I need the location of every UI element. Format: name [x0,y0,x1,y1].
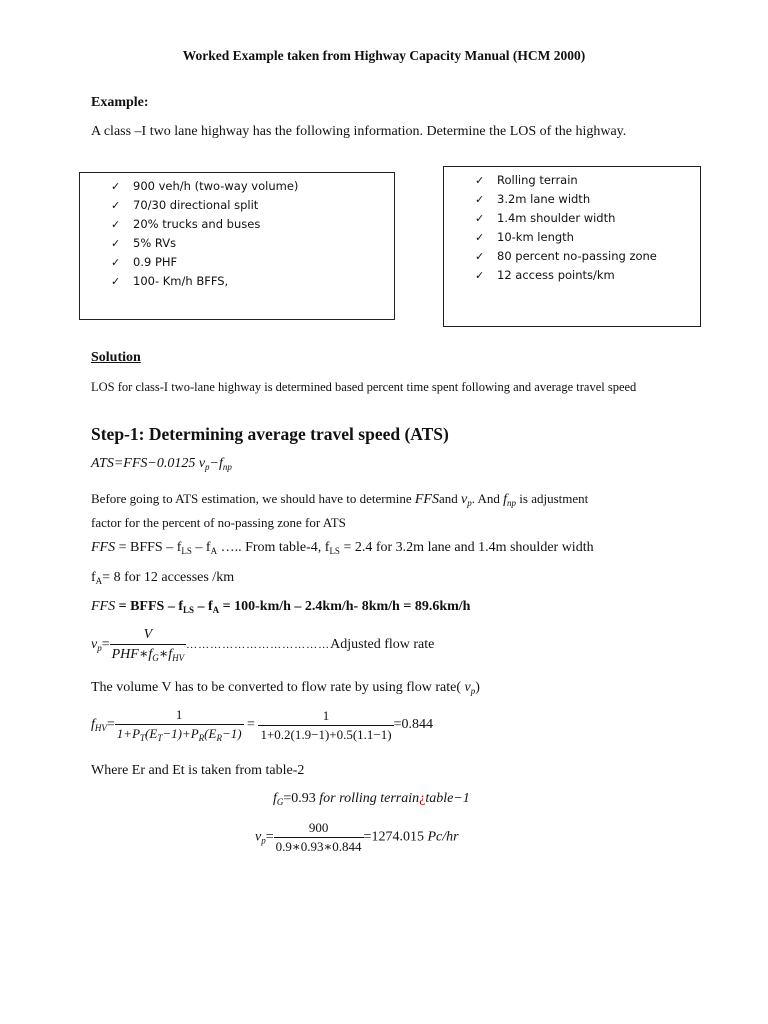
vp-label: Adjusted flow rate [330,637,435,652]
fhv-den2: 1+0.2(1.9−1)+0.5(1.1−1) [260,726,392,742]
fg-a: =0.93 [283,791,320,806]
fhv-fraction-2 [258,708,393,743]
fa-sub: A [95,576,103,586]
ffs-line-A: A [210,546,218,556]
fhv-eq: = [106,717,115,732]
checkmark-icon: ✓ [111,275,121,288]
fg-red-glyph: ¿ [419,791,426,806]
fhv-den1-c: −1)+P [162,726,199,741]
ffs-line-ffs: FFS [91,540,116,555]
vp-sub: p [97,643,102,654]
fhv-den1 [115,725,244,743]
vpc-num: 900 [274,820,364,838]
vpc-eq: = [265,829,274,845]
ffs-line-c: ….. From table-4, f [217,540,330,555]
checkmark-icon: ✓ [475,269,485,282]
volume-a: The volume V has to be converted to flow rate by using flow rate( [91,680,465,695]
ffs-calc-a: = BFFS – f [115,599,183,614]
ffs-definition [91,540,594,556]
given-item [475,266,700,285]
given-item-label: 12 access points/km [497,268,615,282]
vp-den-b: ∗f [158,647,173,662]
ffs-calc-A: A [212,605,220,615]
solution-text: LOS for class-I two-lane highway is determined based percent time spent following and average travel speed [91,380,637,394]
para1-f: f [503,492,508,507]
fhv-den1-e: −1) [221,726,242,741]
checkmark-icon: ✓ [111,218,121,231]
vp-fraction [110,627,187,663]
checkmark-icon: ✓ [475,212,485,225]
fhv-f: f [91,717,95,732]
fa-f: f [91,570,96,585]
fg-equation [273,791,470,807]
given-item [111,272,394,291]
ffs-calc-ffs: FFS [91,599,116,614]
fhv-den1-R2: R [216,733,222,743]
ats-equation [91,456,232,472]
fhv-fraction-1 [115,707,244,743]
checkmark-icon: ✓ [475,174,485,187]
fhv-num1: 1 [115,707,244,725]
given-info-box-right [443,166,701,327]
ffs-calc-c: = 100-km/h – 2.4km/h- 8km/h = 89.6km/h [219,599,471,614]
vp-eq: = [101,637,110,653]
fhv-sub: HV [94,723,107,734]
ffs-calc-ls: LS [182,605,194,615]
volume-sub: p [470,686,476,696]
ats-v-sub: p [205,462,210,472]
fhv-den1-d: (E [204,726,217,741]
ats-intro-paragraph [91,489,691,534]
given-item [111,177,394,196]
fg-sub: G [276,797,284,807]
ats-v: v [198,456,206,471]
checkmark-icon: ✓ [111,199,121,212]
given-item [111,196,394,215]
given-item [475,247,700,266]
ats-f-sub: np [222,462,232,472]
given-item [111,215,394,234]
fhv-num2: 1 [258,708,393,726]
checkmark-icon: ✓ [111,256,121,269]
ffs-line-b: – f [191,540,211,555]
fg-f: f [273,791,277,806]
ats-lhs: ATS [91,456,114,471]
checkmark-icon: ✓ [475,250,485,263]
solution-label: Solution [91,350,141,365]
volume-text [91,680,480,696]
fg-c: table−1 [425,791,470,806]
fhv-den1-T2: T [157,733,163,743]
fa-line [91,570,234,586]
vp-den-HV: HV [172,653,185,663]
vp-dots: ……………………………… [186,639,331,651]
para1-d: is adjustment [516,491,589,506]
fhv-den1-T: T [140,733,146,743]
example-label: Example: [91,95,149,110]
intro-text: A class –I two lane highway has the following information. Determine the LOS of the highway. [91,124,627,139]
given-item-label: 3.2m lane width [497,192,591,206]
checkmark-icon: ✓ [475,231,485,244]
given-item-label: 900 veh/h (two-way volume) [133,179,299,193]
para1-c: . And [471,491,504,506]
vp-numerator: V [110,627,187,645]
given-item [111,234,394,253]
vp-v: v [91,637,98,653]
given-item [475,171,700,190]
ats-minus-f: −f [209,456,223,471]
para1-a: Before going to ATS estimation, we should have to determine [91,491,415,506]
vp-calculation [255,820,459,855]
fhv-den1-a: 1+P [116,726,141,741]
ats-rhs: =FFS−0.0125 [113,456,196,471]
vp-den-G: G [152,653,159,663]
fhv-eq2: = [247,717,255,732]
given-info-box-left [79,172,395,320]
vp-denominator [110,645,187,663]
fhv-result: =0.844 [393,717,434,732]
fg-b: for rolling terrain [319,791,420,806]
para1-f-sub: np [507,498,517,508]
para1-v-sub: p [467,498,472,508]
para1-v: v [461,492,468,507]
fhv-den1-R: R [198,733,205,743]
vpc-unit: Pc/hr [427,829,459,845]
ffs-line-a: = BFFS – f [115,540,182,555]
document-title: Worked Example taken from Highway Capacity Manual (HCM 2000) [182,48,586,63]
checkmark-icon: ✓ [475,193,485,206]
para1-ffs: FFS [414,492,439,507]
ffs-line-d: = 2.4 for 3.2m lane and 1.4m shoulder width [339,540,594,555]
given-item [111,253,394,272]
fa-rest: = 8 for 12 accesses /km [102,570,235,585]
vp-equation [91,627,434,663]
vpc-v: v [255,829,262,845]
given-item-label: 70/30 directional split [133,198,259,212]
volume-b: ) [475,680,480,695]
ffs-line-ls: LS [181,546,192,556]
given-item-label: 100- Km/h BFFS, [133,274,229,288]
fhv-den1-b: (E [145,726,158,741]
given-info-list-right [444,167,700,285]
vp-den-a: PHF∗f [111,647,153,662]
given-item-label: 10-km length [497,230,574,244]
given-info-list-left [80,173,394,291]
vpc-result: =1274.015 [363,829,428,845]
fhv-equation [91,707,433,743]
checkmark-icon: ✓ [111,237,121,250]
ffs-calculation [91,599,470,615]
para1-line2: factor for the percent of no-passing zone for ATS [91,515,346,530]
vpc-fraction [274,820,364,855]
volume-v: v [464,680,471,695]
vpc-den: 0.9∗0.93∗0.844 [275,839,362,854]
checkmark-icon: ✓ [111,180,121,193]
vpc-sub: p [261,835,266,846]
given-item [475,228,700,247]
given-item-label: 80 percent no-passing zone [497,249,657,263]
where-text: Where Er and Et is taken from table-2 [91,763,305,778]
step1-heading: Step-1: Determining average travel speed (ATS) [91,424,449,444]
given-item-label: 5% RVs [133,236,177,250]
para1-b: and [438,491,461,506]
given-item-label: 1.4m shoulder width [497,211,616,225]
given-item [475,209,700,228]
given-item-label: 20% trucks and buses [133,217,261,231]
ffs-calc-b: – f [194,599,213,614]
given-item [475,190,700,209]
ffs-line-ls2: LS [329,546,340,556]
given-item-label: 0.9 PHF [133,255,178,269]
given-item-label: Rolling terrain [497,173,578,187]
